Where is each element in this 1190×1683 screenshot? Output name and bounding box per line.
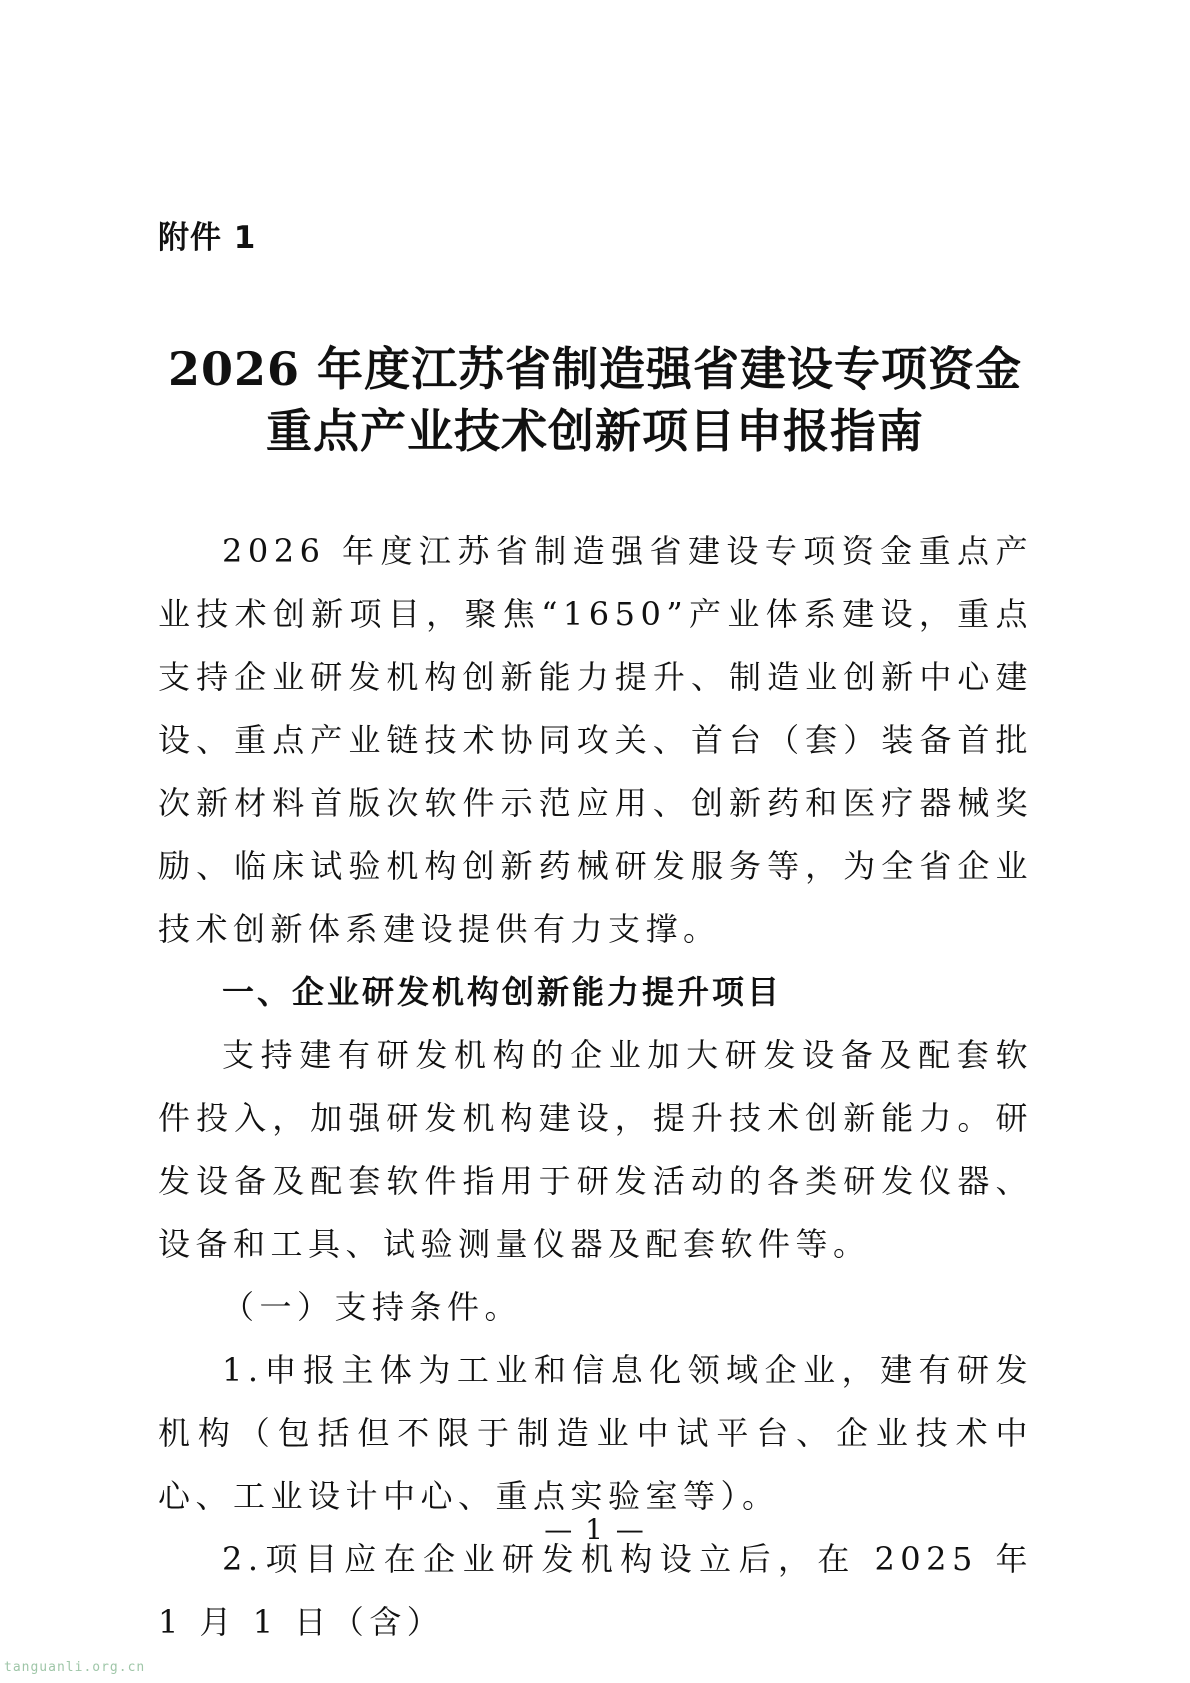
page-number: — 1 — [544,1513,646,1546]
condition-item-2: 2.项目应在企业研发机构设立后，在 2025 年 1 月 1 日（含） [158,1540,1033,1641]
attachment-label: 附件 1 [158,220,257,256]
intro-paragraph: 2026 年度江苏省制造强省建设专项资金重点产业技术创新项目，聚焦“1650”产业体系建设，重点支持企业研发机构创新能力提升、制造业创新中心建设、重点产业链技术协同攻关、首台（套）装备首批次新材料首版次软件示范应用、创新药和医疗器械奖励、临床试验机构创新药械研发服务等，为全省企业技术创新体系建设提供有力支撑。 [158,532,1033,948]
document-title [150,338,1040,462]
title-line-2: 重点产业技术创新项目申报指南 [266,404,924,458]
title-line-1: 2026 年度江苏省制造强省建设专项资金 [167,342,1023,396]
subsection-1-heading: （一）支持条件。 [222,1288,523,1326]
condition-item-1: 1.申报主体为工业和信息化领域企业，建有研发机构（包括但不限于制造业中试平台、企业技术中心、工业设计中心、重点实验室等）。 [158,1351,1033,1515]
document-body [158,520,1033,1654]
watermark: tanguanli.org.cn [4,1660,146,1675]
section-1-heading: 一、企业研发机构创新能力提升项目 [222,973,783,1011]
section-1-paragraph: 支持建有研发机构的企业加大研发设备及配套软件投入，加强研发机构建设，提升技术创新能力。研发设备及配套软件指用于研发活动的各类研发仪器、设备和工具、试验测量仪器及配套软件等。 [158,1036,1033,1263]
